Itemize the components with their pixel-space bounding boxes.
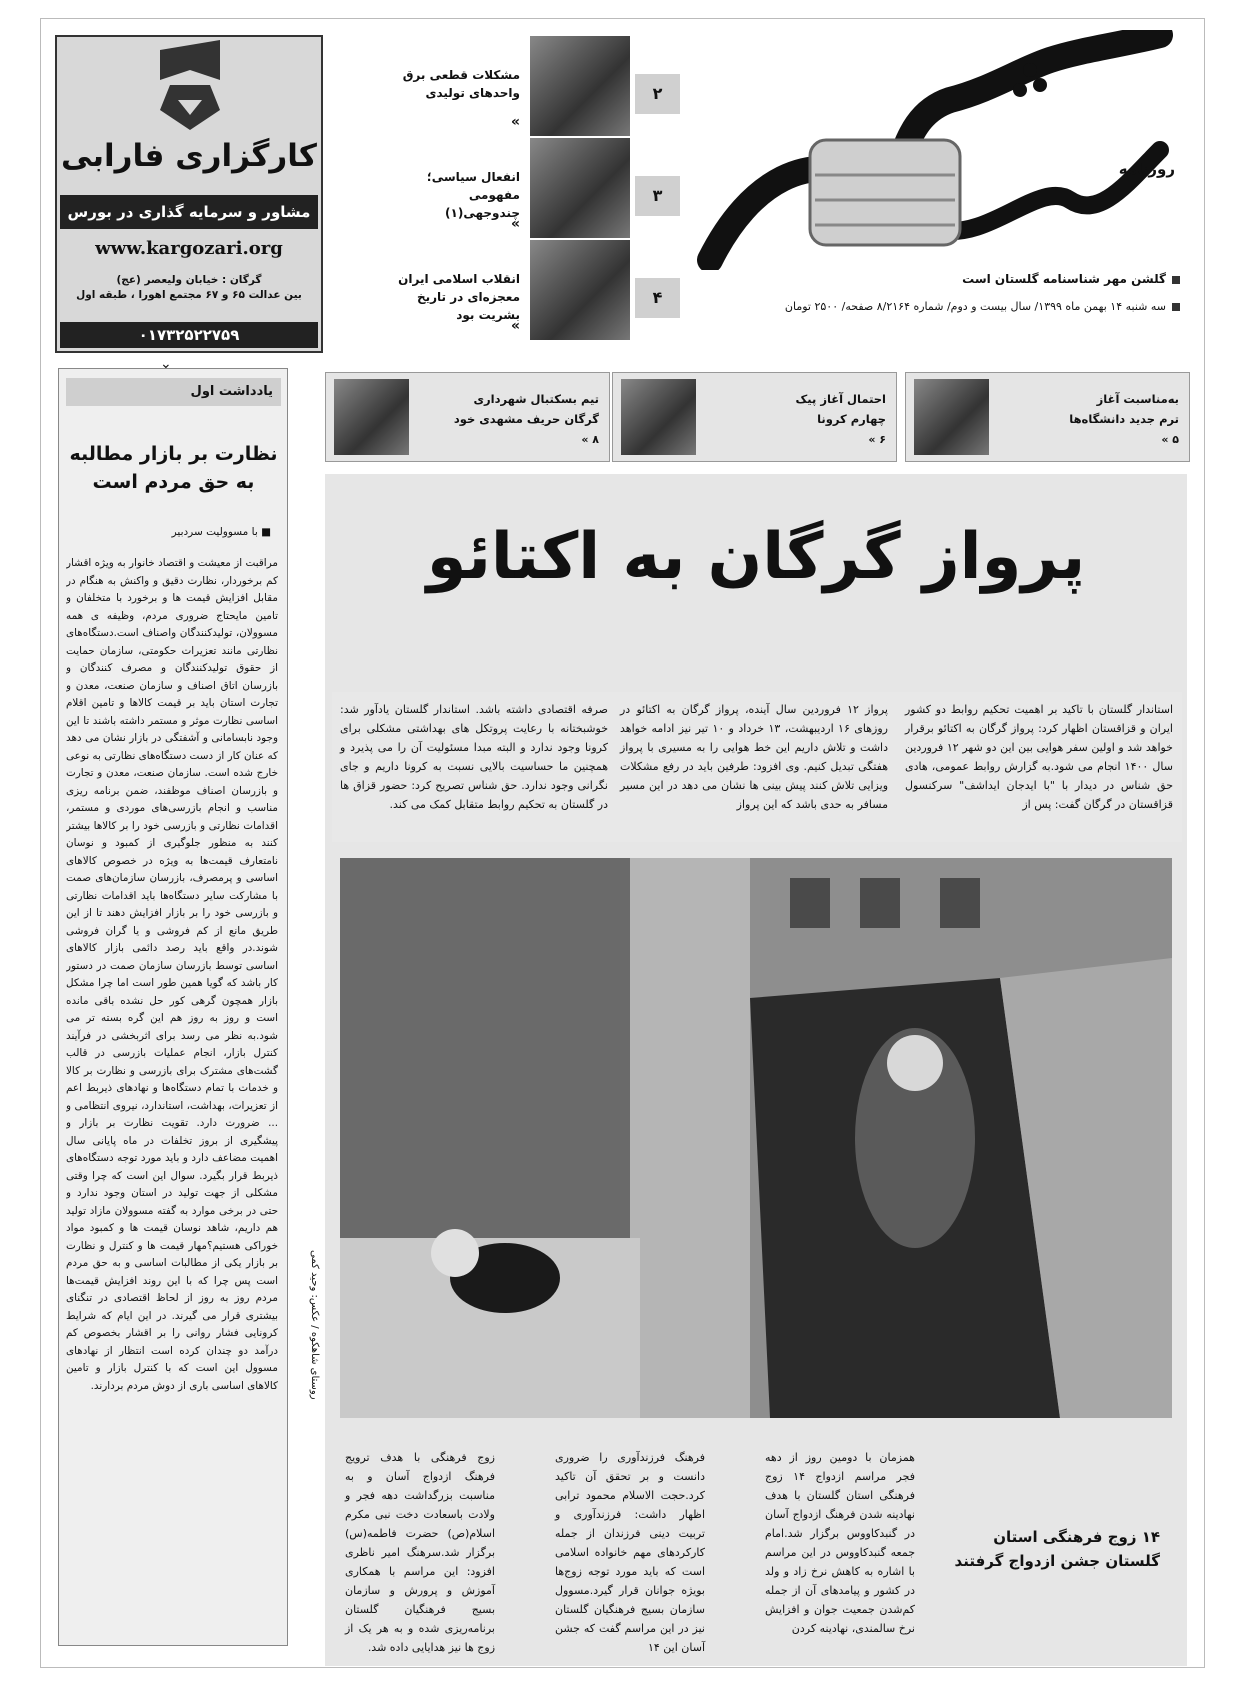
- top-box-page-ref: « ۸: [581, 433, 599, 446]
- main-headline: پرواز گرگان به اکتائو: [426, 520, 1086, 594]
- teaser-text: انقلاب اسلامی ایران معجزه‌ای در تاریخ بشریت بود: [398, 272, 520, 322]
- ad-phone: ۰۱۷۳۲۵۲۲۷۵۹: [60, 322, 318, 348]
- top-box-corona[interactable]: [612, 372, 897, 462]
- lead-column-3: صرفه اقتصادی داشته باشد. استاندار گلستان یادآور شد: خوشبختانه با رعایت پروتکل های بهداشتی مشکلی برای کرونا وجود ندارد و البته مبدا مسئولیت آن را می پذیرد و همچنین ما حساسیت بالایی نسبت به کرونا داریم و جای نگرانی وجود ندارد. حق شناس تصریح کرد: حضور قزاق ها در گلستان به تحکیم روابط متقابل کمک می کند.: [340, 703, 608, 811]
- masthead-dateline-text: سه شنبه ۱۴ بهمن ماه ۱۳۹۹/ سال بیست و دوم/ شماره ۸/۲۱۶۴ صفحه/ ۲۵۰۰ تومان: [784, 300, 1166, 313]
- teaser-photo: [530, 138, 630, 238]
- teaser-photo: [530, 240, 630, 340]
- column-title: نظارت بر بازار مطالبه به حق مردم است: [69, 443, 278, 493]
- top-box-text: به‌مناسبت آغاز ترم جدید دانشگاه‌ها: [1069, 392, 1179, 426]
- bullet-icon: [1172, 276, 1180, 284]
- top-box-photo: [914, 379, 989, 455]
- teaser-page-number: ۳: [635, 176, 680, 216]
- ad-website-link[interactable]: www.kargozari.org: [95, 238, 283, 259]
- top-box-photo: [621, 379, 696, 455]
- masthead-subtitle-text: گلشن مهر شناسنامه گلستان است: [962, 272, 1166, 286]
- top-box-text: احتمال آغاز پیک چهارم کرونا: [795, 392, 886, 426]
- column-body: مراقبت از معیشت و اقتصاد خانوار به ویژه اقشار کم برخوردار، نظارت دقیق و واکنش به هنگام در مقابل افزایش قیمت ها و برخورد با متخلفان و تامین مایحتاج ضروری مردم، وظیفه ی همه مسوولان، تولیدکنندگان واصناف است.دستگاه‌های نظارتی مانند تعزیرات حکومتی، سازمان حمایت از حقوق تولیدکنندگان و مصرف کنندگان و بازرسان اتاق اصناف و سازمان صنعت، معدن و تجارت استان باید بر قیمت کالاها و تامین اقلام اساسی نظارت موثر و مستمر داشته باشند تا این وجود نابسامانی و آشفتگی در بازار نشان می دهد که عنان کار از دست دستگاه‌های نظارتی به نوعی خارج شده است. سازمان صنعت، معدن و تجارت و بازرسان اصناف موظفند، ضمن برنامه ریزی مناسب و انجام بازرسی‌های موردی و مستمر، اقدامات نظارتی و بازرسی خود را بر کالاها بیشتر کنند به منظور جلوگیری از کمبود و نوسان نامتعارف قیمت‌ها به ویژه در خصوص کالاهای اساسی و پرمصرف، بازرسان سازمان‌های صمت با مشارکت سایر دستگاه‌ها باید اقدامات نظارتی و بازرسی خود را بر بازار افزایش دهند تا از این طریق مانع از کم فروشی و یا گران فروشی شوند.در واقع باید رصد دائمی بازار کالاهای اساسی توسط بازرسان سازمان صمت در دستور کار باشد که گویا همین طور است اما چرا مشکل بازار همچون گرهی کور حل نشده باقی مانده است و روز به روز هم این گره بسته تر می شود.به نظر می رسد برای اثربخشی در فرآیند کنترل بازار، انجام عملیات بازرسی در قالب گشت‌های مشترک برای بازرسی و نظارت بر کالا و خدمات با تمام دستگاه‌ها و نهادهای ذیربط اعم از تعزیرات، بهداشت، استاندارد، نیروی انتظامی و ... ضرورت دارد. تقویت نظارت بر بازار و پیشگیری از بروز تخلفات در ماه پایانی سال اهمیت مضاعف دارد و باید مورد توجه دستگاه‌های ذیربط قرار بگیرد. سوال این است که چرا وقتی مشکلی از جهت تولید در استان وجود ندارد و حتی در برخی موارد به گفته مسوولان مازاد تولید هم داریم، شاهد نوسان قیمت ها و کمبود مواد خوراکی هستیم؟مهار قیمت ها و کنترل و نظارت بر بازار یکی از مطالبات اساسی و به حق مردم است پس چرا که با این روند افزایش قیمت‌ها مردم روز به روز از لحاظ اقتصادی در تنگنای بیشتری قرار می گیرند. در این ایام که شرایط کرونایی فشار روانی را بر اقشار بخصوص کم درآمد دو چندان کرده است انتظار از نهادهای مسوول این است که با کنترل بازار و تامین کالاهای اساسی باری از دوش مردم بردارند.: [66, 557, 278, 1392]
- bottom-column-3: زوج فرهنگی با هدف ترویج فرهنگ ازدواج آسان و به مناسبت بزرگداشت دهه فجر و ولادت باسعادت دخت نبی مکرم اسلام(ص) حضرت فاطمه(س) برگزار شد.سرهنگ امیر ناظری افزود: این مراسم با همکاری آموزش و پرورش و سازمان بسیج فرهنگیان گلستان برنامه‌ریزی شده و به هر یک از زوج ها نیز هدایایی داده شد.: [345, 1451, 495, 1654]
- teaser-page-number: ۲: [635, 74, 680, 114]
- masthead-dateline: [760, 300, 1180, 313]
- lead-column-1: استاندار گلستان با تاکید بر اهمیت تحکیم روابط دو کشور ایران و قزاقستان اظهار کرد: پرواز گرگان به اکتائو برقرار خواهد شد و اولین سفر هوایی بین این دو شهر ۱۲ فروردین سال ۱۴۰۰ انجام می شود.به گزارش روابط عمومی، هادی حق شناس در دیدار با "با ایدجان ایداشف" سرکنسول قزاقستان در گرگان گفت: پس از: [905, 703, 1173, 811]
- bottom-column-2: فرهنگ فرزندآوری را ضروری دانست و بر تحقق آن تاکید کرد.حجت الاسلام محمود ترابی اظهار داشت: فرزندآوری و تربیت دینی فرزندان از جمله کارکردهای مهم خانواده اسلامی است که باید مورد توجه زوج‌ها بویژه جوانان قرار گیرد.مسوول سازمان بسیج فرهنگیان گلستان نیز در این مراسم گفت که جشن آسان این ۱۴: [555, 1451, 705, 1654]
- column-tag: یادداشت اول: [66, 378, 281, 406]
- photo-credit: روستای شاهکوه / عکس: وحید کمی: [309, 1250, 320, 1400]
- teaser-text: انفعال سیاسی؛ مفهومی چندوجهی(۱): [426, 170, 520, 220]
- column-byline: ■ با مسوولیت سردبیر: [171, 526, 271, 538]
- teaser-page-2[interactable]: [390, 36, 680, 136]
- main-photo-illustration: [340, 858, 1172, 1418]
- top-box-page-ref: « ۶: [868, 433, 886, 446]
- ad-tagline: مشاور و سرمایه گذاری در بورس: [60, 195, 318, 229]
- ad-address: گرگان : خیابان ولیعصر (عج) بین عدالت ۶۵ و ۶۷ مجتمع اهورا ، طبقه اول: [76, 274, 302, 301]
- teaser-text: مشکلات قطعی برق واحدهای تولیدی: [402, 68, 520, 100]
- lead-column-2: پرواز ۱۲ فروردین سال آینده، پرواز گرگان به اکتائو در روزهای ۱۶ اردیبهشت، ۱۳ خرداد و ۱۰ تیر نیز ادامه خواهد داشت و تلاش داریم این خط هوایی را به مسیری با پرواز هفتگی تبدیل کنیم. وی افزود: طرفین باید در رفع مشکلات ویزایی تلاش کنند پیش بینی ها نشان می دهد در این مسیر مسافر به حدی باشد که این پرواز: [620, 703, 888, 811]
- top-box-page-ref: « ۵: [1161, 433, 1179, 446]
- main-photo: [340, 858, 1172, 1418]
- masthead-logo: [690, 30, 1180, 270]
- brokerage-logo-icon: [150, 40, 230, 135]
- masthead-label: روزنامه: [1118, 160, 1175, 178]
- chevron-left-icon: «: [510, 216, 520, 232]
- teaser-page-3[interactable]: [390, 138, 680, 238]
- teaser-page-number: ۴: [635, 278, 680, 318]
- top-box-universities[interactable]: [905, 372, 1190, 462]
- ad-company-name: کارگزاری فارابی: [61, 138, 317, 174]
- chevron-left-icon: «: [510, 114, 520, 130]
- bullet-icon: [1172, 303, 1180, 311]
- masthead-subtitle: [760, 272, 1180, 286]
- teaser-page-4[interactable]: [390, 240, 680, 340]
- top-box-photo: [334, 379, 409, 455]
- bottom-column-1: همزمان با دومین روز از دهه فجر مراسم ازدواج ۱۴ زوج فرهنگی استان گلستان با هدف نهادینه شدن فرهنگ ازدواج آسان در گنبدکاووس برگزار شد.امام جمعه گنبدکاووس در این مراسم با اشاره به کاهش نرخ زاد و ولد در کشور و پیامدهای آن از جمله کم‌شدن جمعیت جوان و افزایش نرخ سالمندی، نهادینه کردن: [765, 1451, 915, 1635]
- teaser-photo: [530, 36, 630, 136]
- bottom-story-title: ۱۴ زوج فرهنگی استان گلستان جشن ازدواج گرفتند: [954, 1528, 1160, 1570]
- top-box-basketball[interactable]: [325, 372, 610, 462]
- chevron-left-icon: «: [510, 318, 520, 334]
- top-box-text: تیم بسکتبال شهرداری گرگان حریف مشهدی خود: [453, 392, 599, 426]
- chevron-down-icon: ⌄: [160, 356, 172, 372]
